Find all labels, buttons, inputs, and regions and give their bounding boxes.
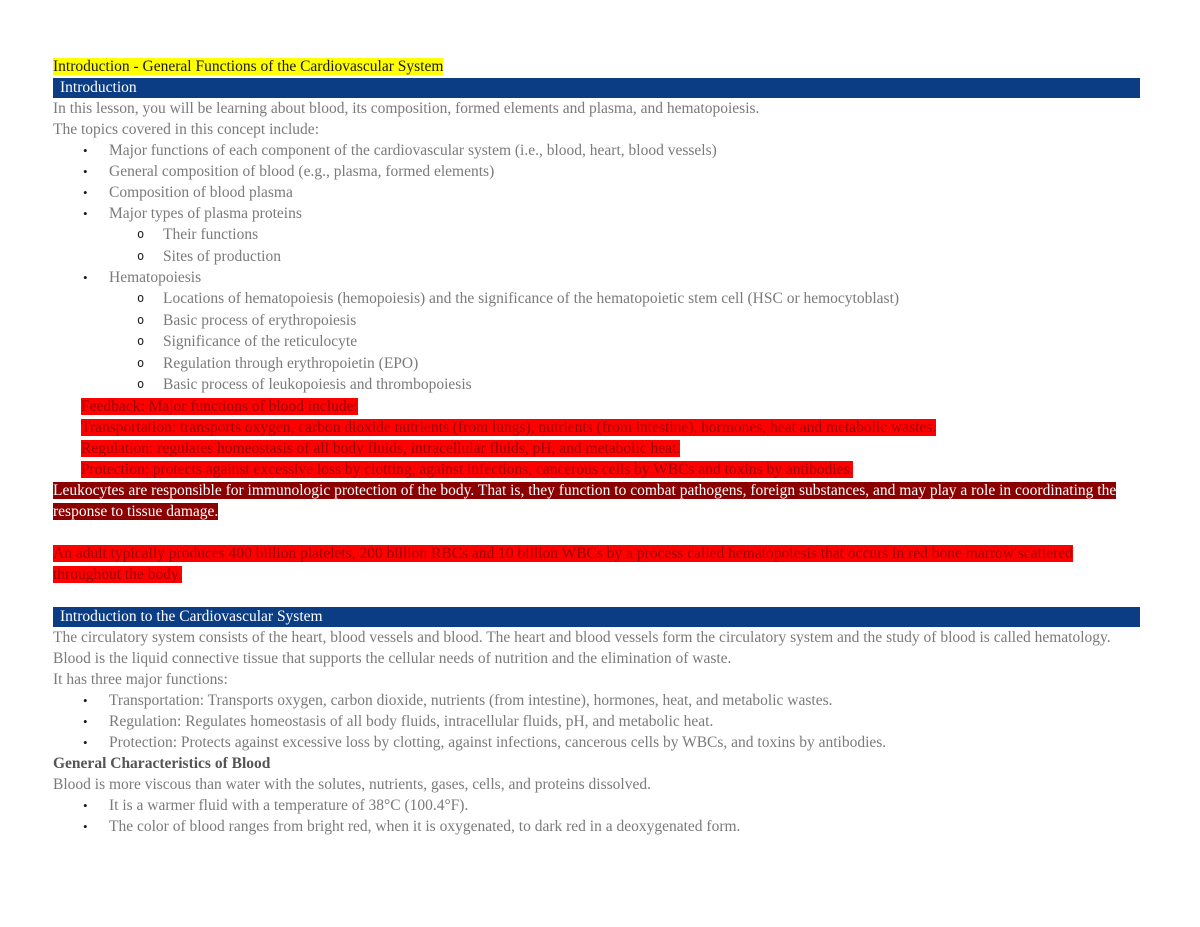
topics-list [53,140,1141,396]
list-item: • Protection: Protects against excessive loss by clotting, against infections, cancerous cells by WBCs, and toxins by antibodies. [53,732,1141,753]
functions-list [53,690,1141,753]
feedback-line [53,417,1141,438]
characteristics-text: Blood is more viscous than water with the solutes, nutrients, gases, cells, and proteins dissolved. [53,775,651,793]
sub-list-item: o Their functions [53,224,1141,246]
sub-list-item: o Locations of hematopoiesis (hemopoiesis) and the significance of the hematopoietic stem cell (HSC or hemocytoblast) [53,288,1141,310]
list-item: • Composition of blood plasma [53,182,1141,203]
circulatory-paragraph: The circulatory system consists of the heart, blood vessels and blood. The heart and blood vessels form the circulatory system and the study of blood is called hematology. [53,628,1111,646]
list-item: • Major types of plasma proteins [53,203,1141,224]
document-title-line [53,56,1141,77]
leukocytes-paragraph [53,480,1138,522]
document-title: Introduction - General Functions of the Cardiovascular System [53,58,444,75]
section-header-cardiovascular: Introduction to the Cardiovascular System [53,607,1140,627]
spacer [53,522,1141,543]
topics-label: The topics covered in this concept include: [53,121,319,138]
section-header-introduction: Introduction [53,78,1140,98]
feedback-line [53,459,1141,480]
sub-list-item: o Significance of the reticulocyte [53,331,1141,353]
list-item: • Regulation: Regulates homeostasis of all body fluids, intracellular fluids, pH, and metabolic heat. [53,711,1141,732]
blood-definition: Blood is the liquid connective tissue that supports the cellular needs of nutrition and the elimination of waste. [53,649,732,667]
feedback-heading: Feedback: Major functions of blood include: [81,397,358,415]
list-item: • It is a warmer fluid with a temperature of 38°C (100.4°F). [53,795,1141,816]
feedback-line [53,396,1141,417]
characteristics-heading: General Characteristics of Blood [53,754,271,772]
spacer [53,585,1141,606]
functions-label: It has three major functions: [53,670,228,688]
feedback-regulation: Regulation: regulates homeostasis of all body fluids, intracellular fluids, pH, and metabolic heat. [81,439,681,457]
sub-list-item: o Basic process of leukopoiesis and thrombopoiesis [53,374,1141,396]
feedback-transportation: Transportation: transports oxygen, carbon dioxide nutrients (from lungs), nutrients (from intestine), hormones, heat and metabolic wastes. [81,418,937,436]
sub-list-item: o Regulation through erythropoietin (EPO) [53,353,1141,375]
feedback-line [53,438,1141,459]
production-text: An adult typically produces 400 billion platelets, 200 billion RBCs and 10 billion WBCs by a process called hematopoiesis that occurs in red bone marrow scattered throughout the body. [53,544,1073,583]
list-item: • Transportation: Transports oxygen, carbon dioxide, nutrients (from intestine), hormones, heat, and metabolic wastes. [53,690,1141,711]
feedback-protection: Protection: protects against excessive loss by clotting, against infections, cancerous cells by WBCs and toxins by antibodies. [81,460,854,478]
production-paragraph [53,543,1138,585]
list-item: • Major functions of each component of the cardiovascular system (i.e., blood, heart, blood vessels) [53,140,1141,161]
sub-list-item: o Sites of production [53,246,1141,268]
list-item: • The color of blood ranges from bright red, when it is oxygenated, to dark red in a deoxygenated form. [53,816,1141,837]
sub-list-item: o Basic process of erythropoiesis [53,310,1141,332]
list-item: • Hematopoiesis [53,267,1141,288]
list-item: • General composition of blood (e.g., plasma, formed elements) [53,161,1141,182]
document-page [53,56,1141,837]
intro-text: In this lesson, you will be learning about blood, its composition, formed elements and plasma, and hematopoiesis. [53,100,760,117]
characteristics-list [53,795,1141,837]
leukocytes-text: Leukocytes are responsible for immunologic protection of the body. That is, they function to combat pathogens, foreign substances, and may play a role in coordinating the response to tissue damage. [53,481,1117,520]
